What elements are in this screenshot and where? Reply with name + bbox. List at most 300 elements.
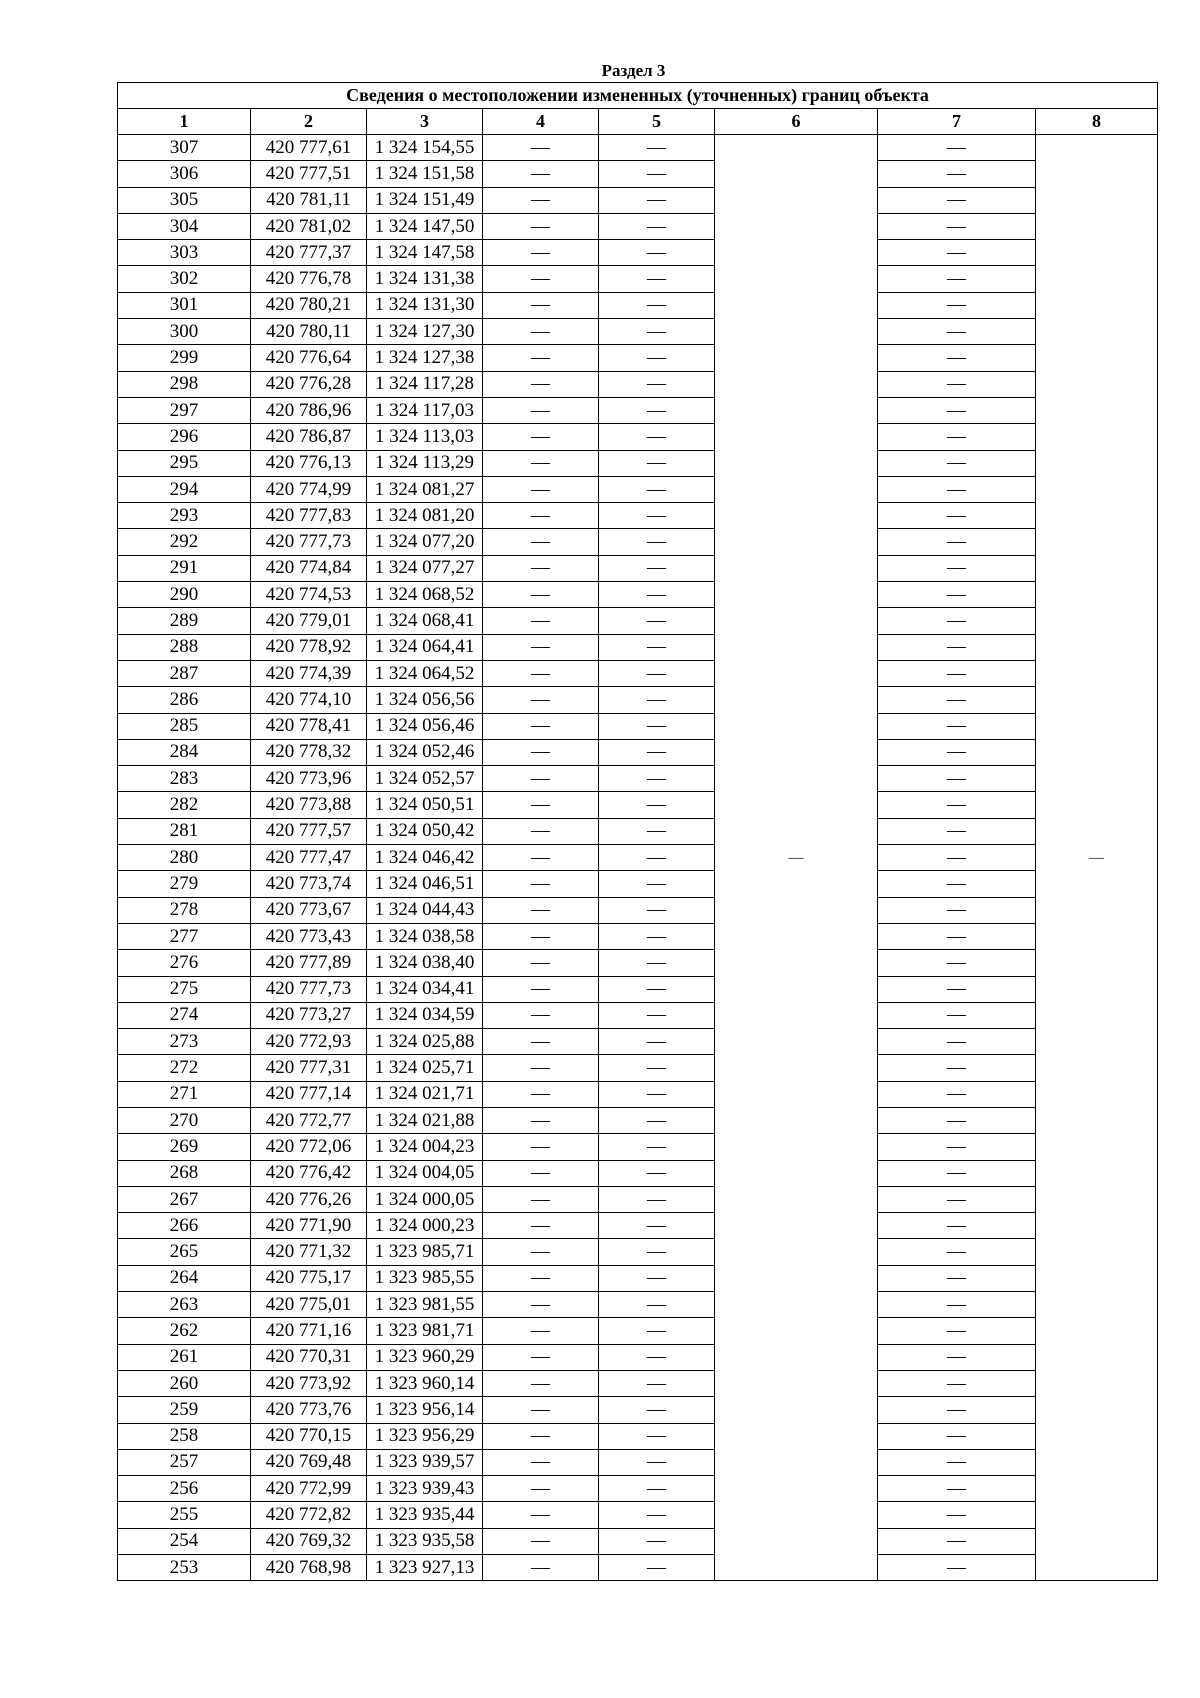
coord-y-cell: 1 324 131,38 bbox=[367, 266, 483, 292]
col7-dash-cell: — bbox=[878, 450, 1036, 476]
point-number-cell: 280 bbox=[118, 845, 251, 871]
coord-y-cell: 1 324 004,05 bbox=[367, 1160, 483, 1186]
col4-dash-cell: — bbox=[483, 739, 599, 765]
point-number-cell: 272 bbox=[118, 1055, 251, 1081]
coord-y-cell: 1 324 147,50 bbox=[367, 213, 483, 239]
coord-y-cell: 1 323 960,14 bbox=[367, 1370, 483, 1396]
col5-dash-cell: — bbox=[599, 1107, 715, 1133]
coord-y-cell: 1 323 985,55 bbox=[367, 1265, 483, 1291]
col5-dash-cell: — bbox=[599, 1423, 715, 1449]
point-number-cell: 293 bbox=[118, 503, 251, 529]
col7-dash-cell: — bbox=[878, 792, 1036, 818]
col7-dash-cell: — bbox=[878, 1423, 1036, 1449]
col4-dash-cell: — bbox=[483, 1160, 599, 1186]
coord-x-cell: 420 780,11 bbox=[251, 319, 367, 345]
point-number-cell: 298 bbox=[118, 371, 251, 397]
table-row bbox=[118, 240, 1158, 266]
table-row bbox=[118, 266, 1158, 292]
coord-y-cell: 1 323 960,29 bbox=[367, 1344, 483, 1370]
point-number-cell: 305 bbox=[118, 187, 251, 213]
point-number-cell: 264 bbox=[118, 1265, 251, 1291]
coord-y-cell: 1 324 147,58 bbox=[367, 240, 483, 266]
coord-y-cell: 1 324 081,20 bbox=[367, 503, 483, 529]
col5-dash-cell: — bbox=[599, 897, 715, 923]
point-number-cell: 258 bbox=[118, 1423, 251, 1449]
point-number-cell: 286 bbox=[118, 687, 251, 713]
coord-y-cell: 1 324 034,59 bbox=[367, 1002, 483, 1028]
coord-x-cell: 420 773,76 bbox=[251, 1397, 367, 1423]
point-number-cell: 269 bbox=[118, 1134, 251, 1160]
coord-x-cell: 420 776,78 bbox=[251, 266, 367, 292]
point-number-cell: 256 bbox=[118, 1476, 251, 1502]
coord-y-cell: 1 324 021,71 bbox=[367, 1081, 483, 1107]
table-row bbox=[118, 845, 1158, 871]
col7-dash-cell: — bbox=[878, 319, 1036, 345]
col7-dash-cell: — bbox=[878, 582, 1036, 608]
coord-x-cell: 420 777,61 bbox=[251, 135, 367, 161]
coord-x-cell: 420 774,53 bbox=[251, 582, 367, 608]
col7-dash-cell: — bbox=[878, 424, 1036, 450]
col7-dash-cell: — bbox=[878, 739, 1036, 765]
col5-dash-cell: — bbox=[599, 1397, 715, 1423]
coord-x-cell: 420 773,67 bbox=[251, 897, 367, 923]
coord-y-cell: 1 324 052,57 bbox=[367, 766, 483, 792]
table-row bbox=[118, 424, 1158, 450]
point-number-cell: 267 bbox=[118, 1186, 251, 1212]
col7-dash-cell: — bbox=[878, 1002, 1036, 1028]
col7-dash-cell: — bbox=[878, 1502, 1036, 1528]
col7-dash-cell: — bbox=[878, 923, 1036, 949]
point-number-cell: 268 bbox=[118, 1160, 251, 1186]
col7-dash-cell: — bbox=[878, 634, 1036, 660]
col4-dash-cell: — bbox=[483, 292, 599, 318]
coord-x-cell: 420 772,99 bbox=[251, 1476, 367, 1502]
table-row bbox=[118, 1239, 1158, 1265]
coord-x-cell: 420 781,02 bbox=[251, 213, 367, 239]
coord-x-cell: 420 776,64 bbox=[251, 345, 367, 371]
col7-dash-cell: — bbox=[878, 240, 1036, 266]
point-number-cell: 270 bbox=[118, 1107, 251, 1133]
coord-x-cell: 420 768,98 bbox=[251, 1555, 367, 1581]
coord-y-cell: 1 323 981,71 bbox=[367, 1318, 483, 1344]
point-number-cell: 288 bbox=[118, 634, 251, 660]
point-number-cell: 292 bbox=[118, 529, 251, 555]
col7-dash-cell: — bbox=[878, 1029, 1036, 1055]
col5-dash-cell: — bbox=[599, 1528, 715, 1554]
coord-x-cell: 420 773,27 bbox=[251, 1002, 367, 1028]
table-row bbox=[118, 1318, 1158, 1344]
col7-dash-cell: — bbox=[878, 1476, 1036, 1502]
col5-dash-cell: — bbox=[599, 1344, 715, 1370]
coord-x-cell: 420 778,32 bbox=[251, 739, 367, 765]
coord-x-cell: 420 780,21 bbox=[251, 292, 367, 318]
table-row bbox=[118, 976, 1158, 1002]
point-number-cell: 262 bbox=[118, 1318, 251, 1344]
coord-x-cell: 420 781,11 bbox=[251, 187, 367, 213]
col7-dash-cell: — bbox=[878, 976, 1036, 1002]
col4-dash-cell: — bbox=[483, 871, 599, 897]
coord-x-cell: 420 770,15 bbox=[251, 1423, 367, 1449]
col4-dash-cell: — bbox=[483, 660, 599, 686]
col7-dash-cell: — bbox=[878, 1370, 1036, 1396]
col7-dash-cell: — bbox=[878, 135, 1036, 161]
point-number-cell: 291 bbox=[118, 555, 251, 581]
col4-dash-cell: — bbox=[483, 634, 599, 660]
coord-y-cell: 1 324 077,20 bbox=[367, 529, 483, 555]
col4-dash-cell: — bbox=[483, 923, 599, 949]
col4-dash-cell: — bbox=[483, 555, 599, 581]
col5-dash-cell: — bbox=[599, 1502, 715, 1528]
column-header-5: 5 bbox=[599, 109, 715, 135]
coord-x-cell: 420 772,77 bbox=[251, 1107, 367, 1133]
point-number-cell: 302 bbox=[118, 266, 251, 292]
coord-y-cell: 1 324 117,28 bbox=[367, 371, 483, 397]
col4-dash-cell: — bbox=[483, 1029, 599, 1055]
col4-dash-cell: — bbox=[483, 1239, 599, 1265]
point-number-cell: 281 bbox=[118, 818, 251, 844]
col7-dash-cell: — bbox=[878, 555, 1036, 581]
col7-dash-cell: — bbox=[878, 1528, 1036, 1554]
col5-dash-cell: — bbox=[599, 1029, 715, 1055]
col5-dash-cell: — bbox=[599, 266, 715, 292]
col4-dash-cell: — bbox=[483, 1555, 599, 1581]
coord-x-cell: 420 771,32 bbox=[251, 1239, 367, 1265]
col4-dash-cell: — bbox=[483, 266, 599, 292]
point-number-cell: 282 bbox=[118, 792, 251, 818]
coord-y-cell: 1 324 050,42 bbox=[367, 818, 483, 844]
col4-dash-cell: — bbox=[483, 897, 599, 923]
table-row bbox=[118, 1107, 1158, 1133]
table-row bbox=[118, 213, 1158, 239]
col6-dash: — bbox=[788, 850, 804, 866]
col4-dash-cell: — bbox=[483, 687, 599, 713]
coord-y-cell: 1 324 117,03 bbox=[367, 397, 483, 423]
coord-y-cell: 1 324 154,55 bbox=[367, 135, 483, 161]
table-row bbox=[118, 1344, 1158, 1370]
boundary-coordinates-table bbox=[117, 82, 1158, 1581]
coord-y-cell: 1 324 000,23 bbox=[367, 1213, 483, 1239]
table-row bbox=[118, 397, 1158, 423]
coord-x-cell: 420 778,92 bbox=[251, 634, 367, 660]
col5-dash-cell: — bbox=[599, 397, 715, 423]
coord-y-cell: 1 323 927,13 bbox=[367, 1555, 483, 1581]
col5-dash-cell: — bbox=[599, 1555, 715, 1581]
table-row bbox=[118, 792, 1158, 818]
point-number-cell: 254 bbox=[118, 1528, 251, 1554]
col4-dash-cell: — bbox=[483, 187, 599, 213]
coord-y-cell: 1 324 056,56 bbox=[367, 687, 483, 713]
coord-y-cell: 1 323 939,43 bbox=[367, 1476, 483, 1502]
coord-x-cell: 420 779,01 bbox=[251, 608, 367, 634]
col5-dash-cell: — bbox=[599, 1239, 715, 1265]
col7-dash-cell: — bbox=[878, 897, 1036, 923]
col7-dash-cell: — bbox=[878, 266, 1036, 292]
table-row bbox=[118, 371, 1158, 397]
point-number-cell: 277 bbox=[118, 923, 251, 949]
table-row bbox=[118, 503, 1158, 529]
coord-x-cell: 420 775,17 bbox=[251, 1265, 367, 1291]
coord-y-cell: 1 324 038,58 bbox=[367, 923, 483, 949]
coord-x-cell: 420 770,31 bbox=[251, 1344, 367, 1370]
col4-dash-cell: — bbox=[483, 976, 599, 1002]
point-number-cell: 290 bbox=[118, 582, 251, 608]
table-row bbox=[118, 1134, 1158, 1160]
col5-dash-cell: — bbox=[599, 739, 715, 765]
point-number-cell: 294 bbox=[118, 476, 251, 502]
col4-dash-cell: — bbox=[483, 582, 599, 608]
col4-dash-cell: — bbox=[483, 818, 599, 844]
col5-dash-cell: — bbox=[599, 187, 715, 213]
col5-dash-cell: — bbox=[599, 1055, 715, 1081]
col8-merged-cell bbox=[1036, 135, 1158, 1581]
coord-y-cell: 1 324 131,30 bbox=[367, 292, 483, 318]
column-header-1: 1 bbox=[118, 109, 251, 135]
coord-y-cell: 1 324 021,88 bbox=[367, 1107, 483, 1133]
coord-y-cell: 1 324 077,27 bbox=[367, 555, 483, 581]
col5-dash-cell: — bbox=[599, 634, 715, 660]
table-row bbox=[118, 871, 1158, 897]
col7-dash-cell: — bbox=[878, 503, 1036, 529]
col5-dash-cell: — bbox=[599, 135, 715, 161]
table-row bbox=[118, 923, 1158, 949]
col7-dash-cell: — bbox=[878, 397, 1036, 423]
col4-dash-cell: — bbox=[483, 1081, 599, 1107]
coord-y-cell: 1 324 056,46 bbox=[367, 713, 483, 739]
table-row bbox=[118, 1370, 1158, 1396]
coord-x-cell: 420 777,51 bbox=[251, 161, 367, 187]
col7-dash-cell: — bbox=[878, 345, 1036, 371]
coord-y-cell: 1 324 068,41 bbox=[367, 608, 483, 634]
col7-dash-cell: — bbox=[878, 608, 1036, 634]
column-header-7: 7 bbox=[878, 109, 1036, 135]
table-row bbox=[118, 634, 1158, 660]
col5-dash-cell: — bbox=[599, 161, 715, 187]
coord-y-cell: 1 324 127,30 bbox=[367, 319, 483, 345]
point-number-cell: 279 bbox=[118, 871, 251, 897]
col4-dash-cell: — bbox=[483, 1107, 599, 1133]
col4-dash-cell: — bbox=[483, 1476, 599, 1502]
col5-dash-cell: — bbox=[599, 1160, 715, 1186]
col4-dash-cell: — bbox=[483, 1134, 599, 1160]
col7-dash-cell: — bbox=[878, 1555, 1036, 1581]
table-row bbox=[118, 1397, 1158, 1423]
col4-dash-cell: — bbox=[483, 476, 599, 502]
point-number-cell: 307 bbox=[118, 135, 251, 161]
coord-y-cell: 1 324 113,03 bbox=[367, 424, 483, 450]
coord-y-cell: 1 324 044,43 bbox=[367, 897, 483, 923]
col5-dash-cell: — bbox=[599, 1265, 715, 1291]
coord-x-cell: 420 772,06 bbox=[251, 1134, 367, 1160]
col7-dash-cell: — bbox=[878, 687, 1036, 713]
coord-x-cell: 420 778,41 bbox=[251, 713, 367, 739]
col4-dash-cell: — bbox=[483, 424, 599, 450]
coord-x-cell: 420 774,39 bbox=[251, 660, 367, 686]
column-header-6: 6 bbox=[715, 109, 878, 135]
coord-x-cell: 420 776,26 bbox=[251, 1186, 367, 1212]
coord-x-cell: 420 773,92 bbox=[251, 1370, 367, 1396]
col5-dash-cell: — bbox=[599, 582, 715, 608]
col7-dash-cell: — bbox=[878, 1055, 1036, 1081]
col5-dash-cell: — bbox=[599, 871, 715, 897]
point-number-cell: 253 bbox=[118, 1555, 251, 1581]
coord-y-cell: 1 324 004,23 bbox=[367, 1134, 483, 1160]
point-number-cell: 273 bbox=[118, 1029, 251, 1055]
col5-dash-cell: — bbox=[599, 923, 715, 949]
col7-dash-cell: — bbox=[878, 187, 1036, 213]
col4-dash-cell: — bbox=[483, 1055, 599, 1081]
coord-x-cell: 420 776,13 bbox=[251, 450, 367, 476]
coord-x-cell: 420 786,96 bbox=[251, 397, 367, 423]
col7-dash-cell: — bbox=[878, 845, 1036, 871]
table-row bbox=[118, 1555, 1158, 1581]
point-number-cell: 255 bbox=[118, 1502, 251, 1528]
point-number-cell: 283 bbox=[118, 766, 251, 792]
col7-dash-cell: — bbox=[878, 1397, 1036, 1423]
coord-x-cell: 420 777,83 bbox=[251, 503, 367, 529]
coord-x-cell: 420 769,32 bbox=[251, 1528, 367, 1554]
table-row bbox=[118, 1081, 1158, 1107]
col8-dash: — bbox=[1089, 850, 1105, 866]
col7-dash-cell: — bbox=[878, 213, 1036, 239]
col7-dash-cell: — bbox=[878, 871, 1036, 897]
table-row bbox=[118, 555, 1158, 581]
col5-dash-cell: — bbox=[599, 1081, 715, 1107]
col7-dash-cell: — bbox=[878, 713, 1036, 739]
col5-dash-cell: — bbox=[599, 792, 715, 818]
col5-dash-cell: — bbox=[599, 687, 715, 713]
col7-dash-cell: — bbox=[878, 1344, 1036, 1370]
coord-y-cell: 1 324 000,05 bbox=[367, 1186, 483, 1212]
point-number-cell: 276 bbox=[118, 950, 251, 976]
coord-y-cell: 1 324 046,42 bbox=[367, 845, 483, 871]
coord-y-cell: 1 324 113,29 bbox=[367, 450, 483, 476]
col4-dash-cell: — bbox=[483, 1423, 599, 1449]
col4-dash-cell: — bbox=[483, 1528, 599, 1554]
col7-dash-cell: — bbox=[878, 1081, 1036, 1107]
table-row bbox=[118, 345, 1158, 371]
table-row bbox=[118, 1002, 1158, 1028]
coord-x-cell: 420 774,99 bbox=[251, 476, 367, 502]
coord-x-cell: 420 777,89 bbox=[251, 950, 367, 976]
col5-dash-cell: — bbox=[599, 713, 715, 739]
col4-dash-cell: — bbox=[483, 319, 599, 345]
col4-dash-cell: — bbox=[483, 713, 599, 739]
table-row bbox=[118, 1502, 1158, 1528]
coord-y-cell: 1 323 956,14 bbox=[367, 1397, 483, 1423]
col5-dash-cell: — bbox=[599, 1213, 715, 1239]
col5-dash-cell: — bbox=[599, 292, 715, 318]
col4-dash-cell: — bbox=[483, 450, 599, 476]
col4-dash-cell: — bbox=[483, 1370, 599, 1396]
point-number-cell: 284 bbox=[118, 739, 251, 765]
col5-dash-cell: — bbox=[599, 845, 715, 871]
coord-y-cell: 1 323 939,57 bbox=[367, 1449, 483, 1475]
coord-y-cell: 1 324 034,41 bbox=[367, 976, 483, 1002]
col4-dash-cell: — bbox=[483, 161, 599, 187]
coord-y-cell: 1 324 025,71 bbox=[367, 1055, 483, 1081]
table-row bbox=[118, 292, 1158, 318]
col7-dash-cell: — bbox=[878, 1213, 1036, 1239]
coord-y-cell: 1 324 064,52 bbox=[367, 660, 483, 686]
point-number-cell: 257 bbox=[118, 1449, 251, 1475]
point-number-cell: 261 bbox=[118, 1344, 251, 1370]
col7-dash-cell: — bbox=[878, 292, 1036, 318]
table-row bbox=[118, 1213, 1158, 1239]
col7-dash-cell: — bbox=[878, 1160, 1036, 1186]
coord-x-cell: 420 773,43 bbox=[251, 923, 367, 949]
table-row bbox=[118, 1423, 1158, 1449]
col4-dash-cell: — bbox=[483, 1213, 599, 1239]
col7-dash-cell: — bbox=[878, 1239, 1036, 1265]
coord-y-cell: 1 324 127,38 bbox=[367, 345, 483, 371]
col4-dash-cell: — bbox=[483, 792, 599, 818]
table-row bbox=[118, 1160, 1158, 1186]
col4-dash-cell: — bbox=[483, 371, 599, 397]
col5-dash-cell: — bbox=[599, 766, 715, 792]
coord-x-cell: 420 771,16 bbox=[251, 1318, 367, 1344]
col4-dash-cell: — bbox=[483, 950, 599, 976]
col5-dash-cell: — bbox=[599, 319, 715, 345]
col5-dash-cell: — bbox=[599, 450, 715, 476]
table-row bbox=[118, 187, 1158, 213]
column-header-4: 4 bbox=[483, 109, 599, 135]
col4-dash-cell: — bbox=[483, 345, 599, 371]
table-row bbox=[118, 739, 1158, 765]
coord-y-cell: 1 324 151,49 bbox=[367, 187, 483, 213]
col4-dash-cell: — bbox=[483, 503, 599, 529]
column-header-3: 3 bbox=[367, 109, 483, 135]
coord-x-cell: 420 772,93 bbox=[251, 1029, 367, 1055]
col4-dash-cell: — bbox=[483, 135, 599, 161]
coord-x-cell: 420 774,10 bbox=[251, 687, 367, 713]
table-row bbox=[118, 950, 1158, 976]
col7-dash-cell: — bbox=[878, 1134, 1036, 1160]
table-row bbox=[118, 1055, 1158, 1081]
coord-x-cell: 420 777,37 bbox=[251, 240, 367, 266]
table-row bbox=[118, 897, 1158, 923]
table-row bbox=[118, 319, 1158, 345]
col4-dash-cell: — bbox=[483, 608, 599, 634]
coord-x-cell: 420 771,90 bbox=[251, 1213, 367, 1239]
point-number-cell: 260 bbox=[118, 1370, 251, 1396]
point-number-cell: 278 bbox=[118, 897, 251, 923]
coord-y-cell: 1 324 081,27 bbox=[367, 476, 483, 502]
col5-dash-cell: — bbox=[599, 976, 715, 1002]
col4-dash-cell: — bbox=[483, 397, 599, 423]
coord-y-cell: 1 324 151,58 bbox=[367, 161, 483, 187]
table-row bbox=[118, 687, 1158, 713]
col5-dash-cell: — bbox=[599, 660, 715, 686]
col5-dash-cell: — bbox=[599, 424, 715, 450]
coord-x-cell: 420 773,74 bbox=[251, 871, 367, 897]
coord-x-cell: 420 777,73 bbox=[251, 976, 367, 1002]
coord-y-cell: 1 323 981,55 bbox=[367, 1292, 483, 1318]
col5-dash-cell: — bbox=[599, 950, 715, 976]
point-number-cell: 275 bbox=[118, 976, 251, 1002]
table-row bbox=[118, 1265, 1158, 1291]
col4-dash-cell: — bbox=[483, 1449, 599, 1475]
col4-dash-cell: — bbox=[483, 845, 599, 871]
table-row bbox=[118, 1528, 1158, 1554]
col5-dash-cell: — bbox=[599, 1476, 715, 1502]
table-row bbox=[118, 1476, 1158, 1502]
coord-x-cell: 420 776,42 bbox=[251, 1160, 367, 1186]
table-row bbox=[118, 1029, 1158, 1055]
col4-dash-cell: — bbox=[483, 1344, 599, 1370]
coord-y-cell: 1 324 046,51 bbox=[367, 871, 483, 897]
table-row bbox=[118, 713, 1158, 739]
table-caption: Сведения о местоположении измененных (уточненных) границ объекта bbox=[118, 83, 1158, 109]
